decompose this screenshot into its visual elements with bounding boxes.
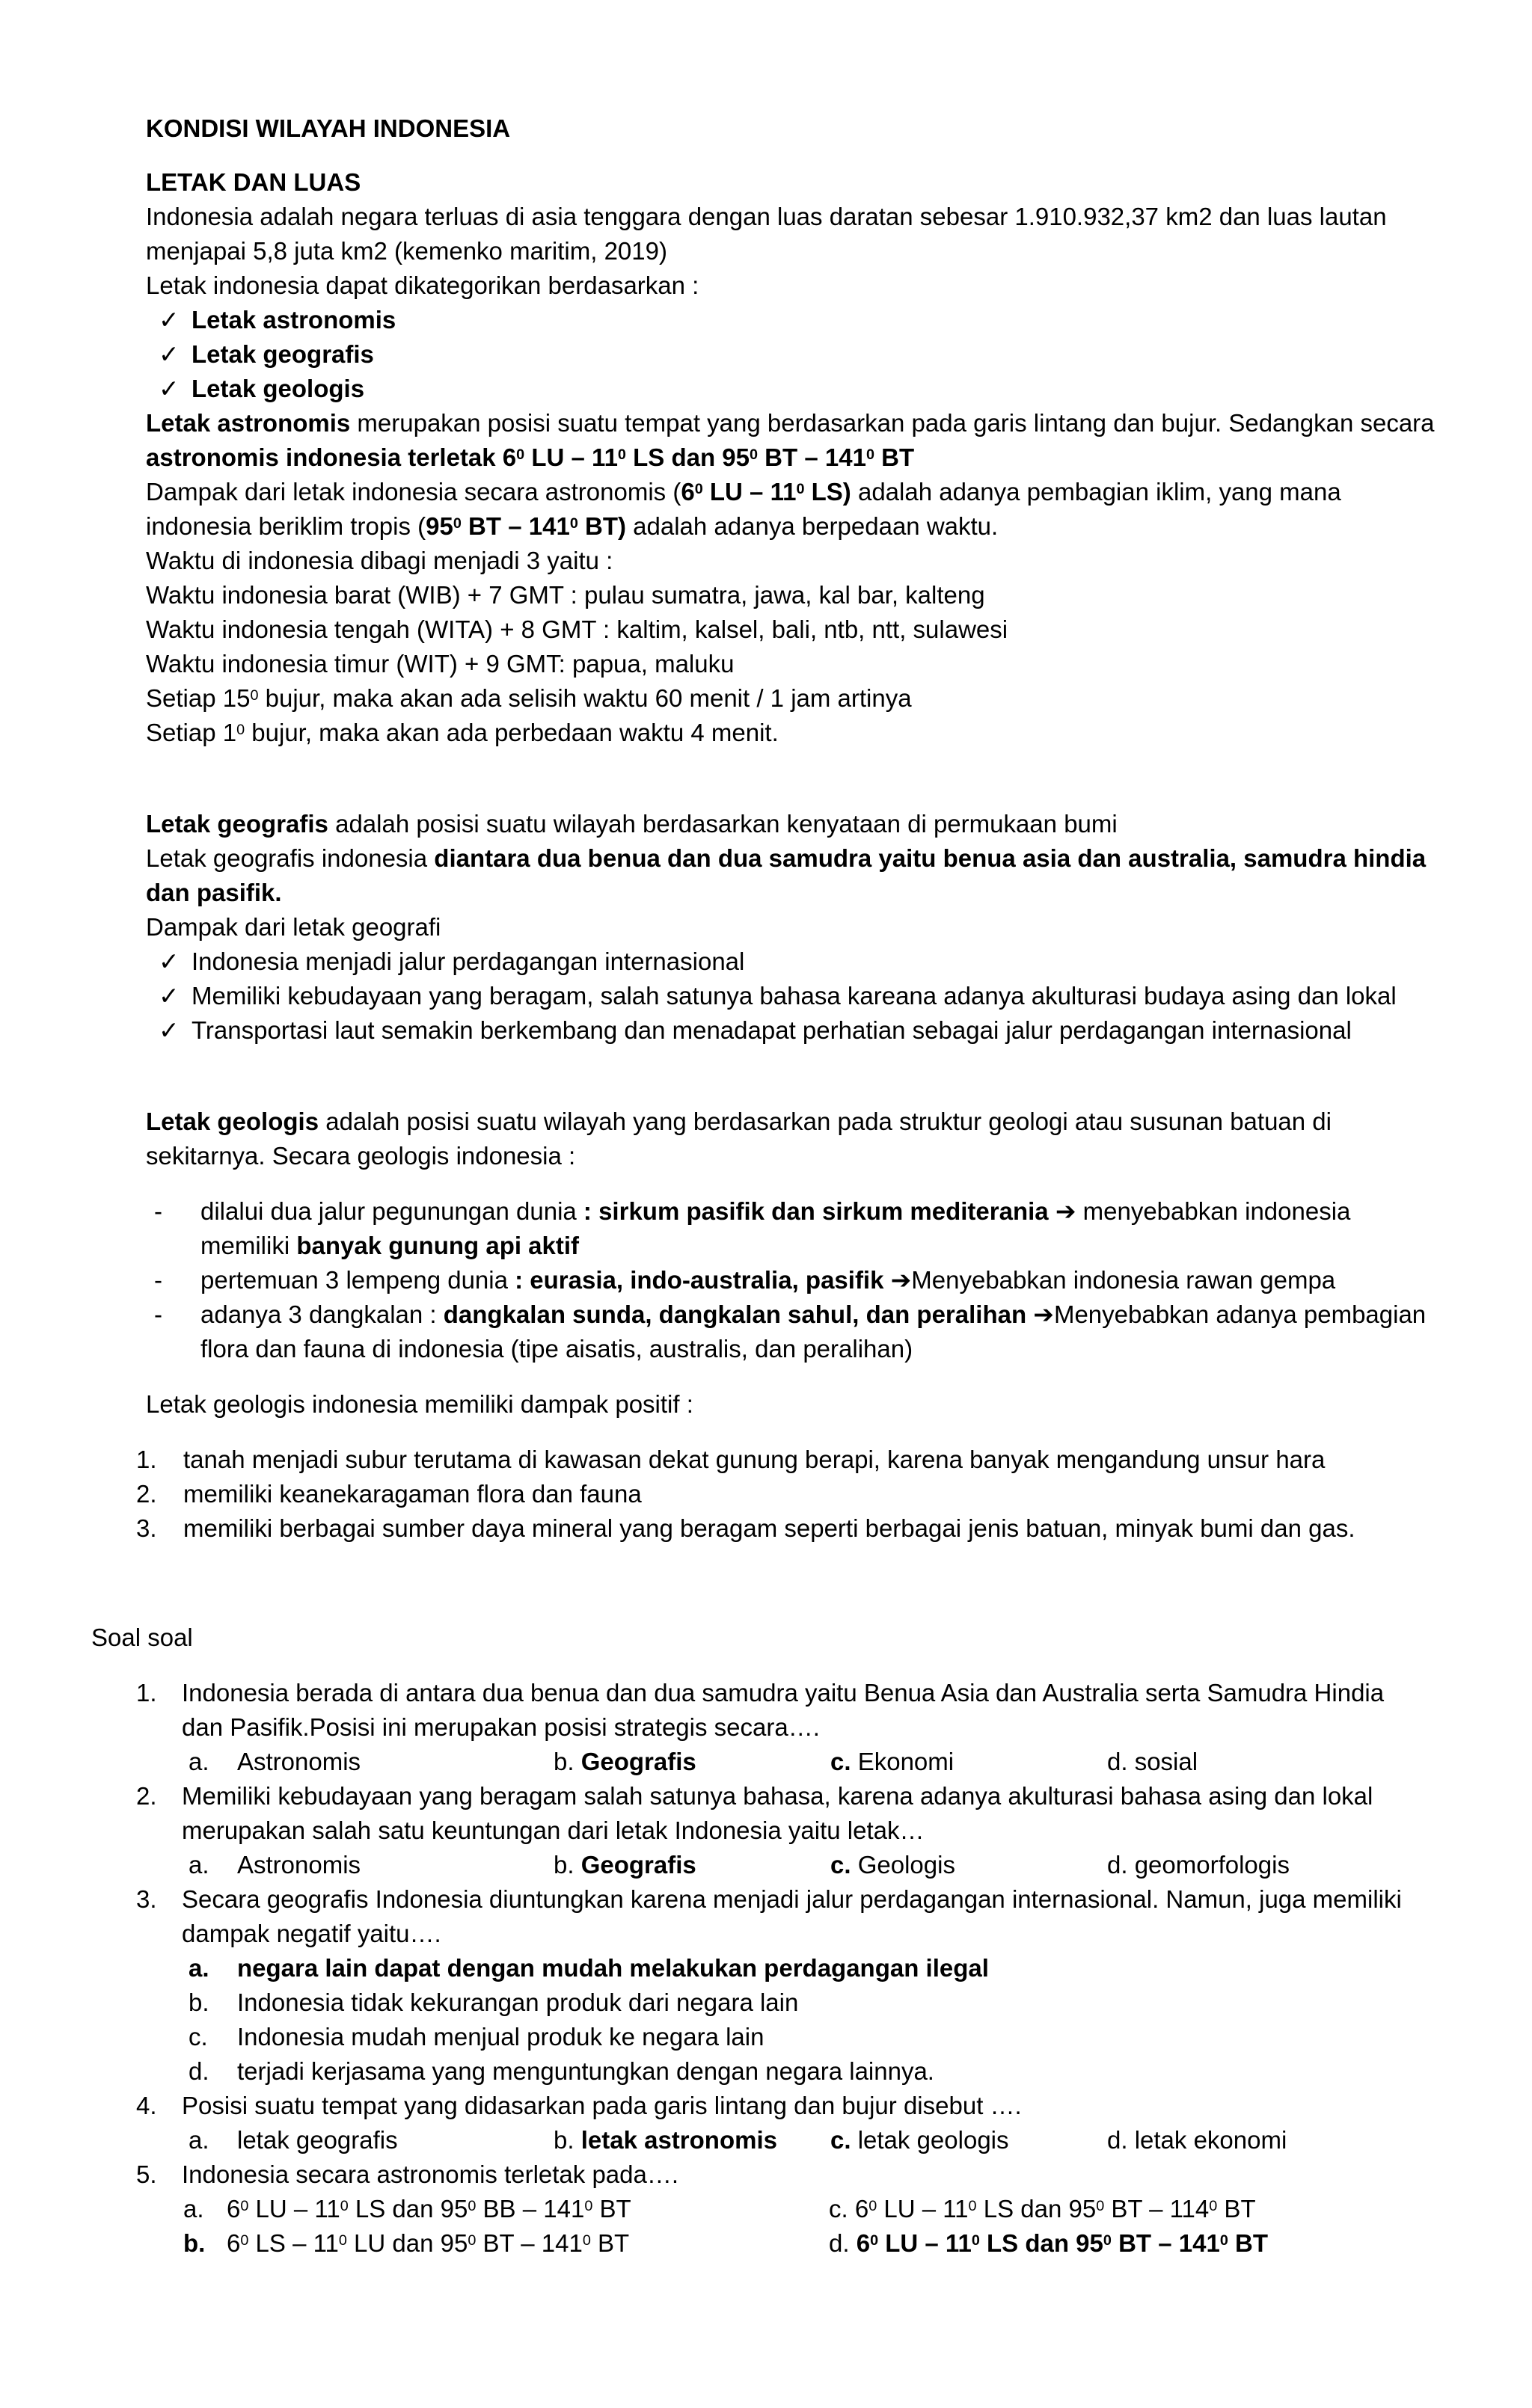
option-letter: d. xyxy=(189,2057,209,2085)
paragraph-line: Letak geologis adalah posisi suatu wilayah yang berdasarkan pada struktur geologi atau susunan batuan di xyxy=(146,1108,1332,1135)
option-letter: c. xyxy=(189,2023,208,2051)
option-b: Indonesia tidak kekurangan produk dari negara lain xyxy=(237,1988,799,2016)
option-d: d. letak ekonomi xyxy=(1107,2126,1287,2154)
option-b: $6^0$ LS – $11^0$ LU dan $95^0$ BT – $141^0$ BT xyxy=(227,2229,630,2257)
option-a: letak geografis xyxy=(237,2126,398,2154)
option-d: d. $6^0$ LU – $11^0$ LS dan $95^0$ BT – $141^0$ BT xyxy=(829,2229,1269,2257)
question-text: merupakan salah satu keuntungan dari letak Indonesia yaitu letak… xyxy=(182,1816,925,1844)
option-a: Astronomis xyxy=(237,1748,361,1775)
question-text: dampak negatif yaitu…. xyxy=(182,1920,441,1947)
list-bullet: - xyxy=(154,1300,162,1328)
question-text: Indonesia berada di antara dua benua dan dua samudra yaitu Benua Asia dan Australia serta Samudra Hindia xyxy=(182,1679,1385,1707)
option-a: $6^0$ LU – $11^0$ LS dan $95^0$ BB – $141^0$ BT xyxy=(227,2195,631,2223)
paragraph-line: Letak geografis adalah posisi suatu wilayah berdasarkan kenyataan di permukaan bumi xyxy=(146,810,1118,838)
option-c: c. Ekonomi xyxy=(830,1748,955,1775)
paragraph-line: Waktu indonesia tengah (WITA) + 8 GMT : kaltim, kalsel, bali, ntb, ntt, sulawesi xyxy=(146,615,1008,643)
paragraph-line: Letak indonesia dapat dikategorikan berdasarkan : xyxy=(146,271,699,299)
option-c: Indonesia mudah menjual produk ke negara lain xyxy=(237,2023,765,2051)
arrow-right-icon: ➔ xyxy=(1055,1197,1076,1225)
paragraph-line: dan pasifik. xyxy=(146,879,282,906)
paragraph-line: Letak astronomis merupakan posisi suatu tempat yang berdasarkan pada garis lintang dan bujur. Sedangkan secara xyxy=(146,409,1435,437)
option-c: c. $6^0$ LU – $11^0$ LS dan $95^0$ BT – $114^0$ BT xyxy=(829,2195,1256,2223)
paragraph-line: Waktu di indonesia dibagi menjadi 3 yaitu : xyxy=(146,547,613,574)
option-a: negara lain dapat dengan mudah melakukan perdagangan ilegal xyxy=(237,1954,989,1982)
paragraph-line: Setiap $15^0$ bujur, maka akan ada selisih waktu 60 menit / 1 jam artinya xyxy=(146,684,912,712)
question-number: 2. xyxy=(136,1782,157,1810)
list-item: memiliki keanekaragaman flora dan fauna xyxy=(183,1480,642,1508)
option-b: b. Geografis xyxy=(554,1851,696,1879)
option-c: c. Geologis xyxy=(830,1851,955,1879)
question-number: 3. xyxy=(136,1885,157,1913)
checkmark-icon: ✓ xyxy=(159,1016,180,1044)
document-title: KONDISI WILAYAH INDONESIA xyxy=(146,114,511,142)
option-letter: a. xyxy=(183,2195,204,2223)
option-letter: a. xyxy=(189,1748,209,1775)
paragraph-line: sekitarnya. Secara geologis indonesia : xyxy=(146,1142,576,1170)
list-bullet: - xyxy=(154,1197,162,1225)
option-letter: a. xyxy=(189,2126,209,2154)
paragraph-line: indonesia beriklim tropis ($95^0$ BT – $141^0$ BT) adalah adanya berpedaan waktu. xyxy=(146,512,999,540)
option-d: d. geomorfologis xyxy=(1107,1851,1290,1879)
paragraph-line: Letak geografis indonesia diantara dua benua dan dua samudra yaitu benua asia dan australia, samudra hindia xyxy=(146,844,1427,872)
section-heading-letak-luas: LETAK DAN LUAS xyxy=(146,168,361,196)
paragraph-line: Setiap $1^0$ bujur, maka akan ada perbedaan waktu 4 menit. xyxy=(146,719,779,746)
option-d: terjadi kerjasama yang menguntungkan dengan negara lainnya. xyxy=(237,2057,934,2085)
list-item: pertemuan 3 lempeng dunia : eurasia, indo-australia, pasifik ➔Menyebabkan indonesia rawan gempa xyxy=(200,1266,1336,1294)
option-letter: b. xyxy=(189,1988,209,2016)
arrow-right-icon: ➔ xyxy=(890,1266,912,1294)
question-text: Posisi suatu tempat yang didasarkan pada garis lintang dan bujur disebut …. xyxy=(182,2092,1022,2119)
option-letter: a. xyxy=(189,1851,209,1879)
checkmark-icon: ✓ xyxy=(159,982,180,1010)
question-text: dan Pasifik.Posisi ini merupakan posisi strategis secara…. xyxy=(182,1713,820,1741)
list-item: ✓ Transportasi laut semakin berkembang dan menadapat perhatian sebagai jalur perdagangan internasional xyxy=(159,1014,1352,1047)
list-item: tanah menjadi subur terutama di kawasan dekat gunung berapi, karena banyak mengandung unsur hara xyxy=(183,1446,1326,1473)
question-number: 5. xyxy=(136,2160,157,2188)
question-number: 1. xyxy=(136,1679,157,1707)
paragraph-line: Indonesia adalah negara terluas di asia tenggara dengan luas daratan sebesar 1.910.932,37 km2 dan luas lautan xyxy=(146,203,1387,230)
list-item: ✓ Memiliki kebudayaan yang beragam, salah satunya bahasa kareana adanya akulturasi budaya asing dan lokal xyxy=(159,980,1397,1013)
paragraph-line: Dampak dari letak indonesia secara astronomis ($6^0$ LU – $11^0$ LS) adalah adanya pembagian iklim, yang mana xyxy=(146,478,1341,506)
list-item-continuation: flora dan fauna di indonesia (tipe aisatis, australis, dan peralihan) xyxy=(200,1335,913,1363)
list-number: 3. xyxy=(136,1514,157,1542)
paragraph-line: Letak geologis indonesia memiliki dampak positif : xyxy=(146,1390,693,1418)
paragraph-line: menjapai 5,8 juta km2 (kemenko maritim, 2019) xyxy=(146,237,667,265)
question-number: 4. xyxy=(136,2092,157,2119)
list-item: ✓ Letak geografis xyxy=(159,338,374,371)
list-item: ✓ Indonesia menjadi jalur perdagangan internasional xyxy=(159,945,744,978)
checkmark-icon: ✓ xyxy=(159,375,180,402)
paragraph-line: astronomis indonesia terletak $6^0$ LU – $11^0$ LS dan $95^0$ BT – $141^0$ BT xyxy=(146,443,915,471)
paragraph-line: Waktu indonesia barat (WIB) + 7 GMT : pulau sumatra, jawa, kal bar, kalteng xyxy=(146,581,985,609)
list-number: 1. xyxy=(136,1446,157,1473)
option-letter: a. xyxy=(189,1954,209,1982)
list-item: ✓ Letak geologis xyxy=(159,372,364,405)
list-item: dilalui dua jalur pegunungan dunia : sirkum pasifik dan sirkum mediterania ➔ menyebabkan indonesia xyxy=(200,1197,1351,1225)
list-number: 2. xyxy=(136,1480,157,1508)
section-heading-soal: Soal soal xyxy=(91,1624,193,1651)
list-bullet: - xyxy=(154,1266,162,1294)
paragraph-line: Waktu indonesia timur (WIT) + 9 GMT: papua, maluku xyxy=(146,650,735,678)
list-item: memiliki berbagai sumber daya mineral yang beragam seperti berbagai jenis batuan, minyak bumi dan gas. xyxy=(183,1514,1355,1542)
question-text: Memiliki kebudayaan yang beragam salah satunya bahasa, karena adanya akulturasi bahasa asing dan lokal xyxy=(182,1782,1373,1810)
list-item: ✓ Letak astronomis xyxy=(159,304,396,337)
checkmark-icon: ✓ xyxy=(159,306,180,334)
option-b: b. Geografis xyxy=(554,1748,696,1775)
arrow-right-icon: ➔ xyxy=(1033,1300,1054,1328)
checkmark-icon: ✓ xyxy=(159,947,180,975)
question-text: Indonesia secara astronomis terletak pada…. xyxy=(182,2160,679,2188)
option-c: c. letak geologis xyxy=(830,2126,1009,2154)
list-item: adanya 3 dangkalan : dangkalan sunda, dangkalan sahul, dan peralihan ➔Menyebabkan adanya pembagian xyxy=(200,1300,1427,1328)
question-text: Secara geografis Indonesia diuntungkan karena menjadi jalur perdagangan internasional. Namun, juga memiliki xyxy=(182,1885,1402,1913)
paragraph-line: Dampak dari letak geografi xyxy=(146,913,441,941)
option-d: d. sosial xyxy=(1107,1748,1198,1775)
checkmark-icon: ✓ xyxy=(159,340,180,368)
option-a: Astronomis xyxy=(237,1851,361,1879)
list-item-continuation: memiliki banyak gunung api aktif xyxy=(200,1232,580,1259)
option-b: b. letak astronomis xyxy=(554,2126,777,2154)
option-letter: b. xyxy=(183,2229,206,2257)
